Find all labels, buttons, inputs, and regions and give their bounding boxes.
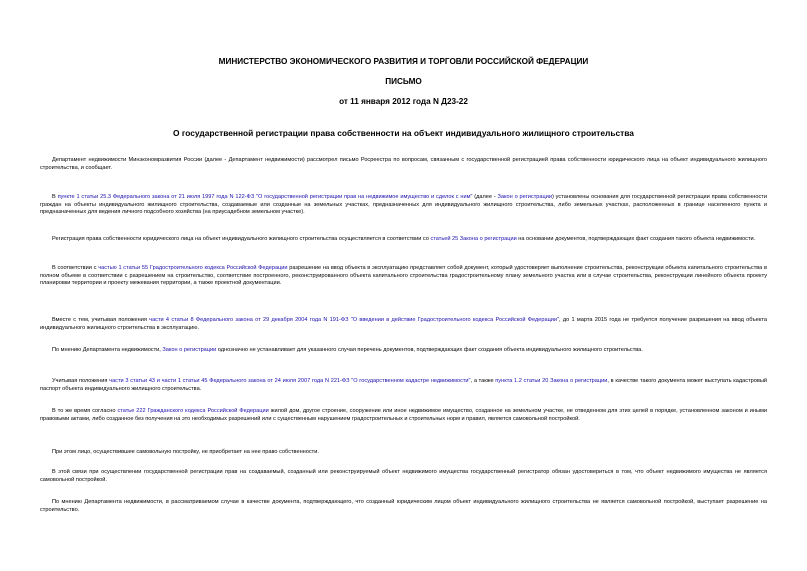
paragraph-3 <box>40 236 767 244</box>
text: , а также <box>470 378 496 384</box>
law-122-fz-link[interactable]: пункте 1 статьи 25.3 Федерального закона от 21 июля 1997 года N 122-ФЗ "О государственной регистрации прав на недвижимое имущество и сделок с ним" <box>57 194 473 200</box>
paragraph-1: Департамент недвижимости Минэкономразвития России (далее - Департамент недвижимости) рассмотрел письмо Росреестра по вопросам, связанным с государственной регистрацией права собственности юридического лица на объект индивидуального жилищного строительства, и сообщает. <box>40 157 767 171</box>
paragraph-8 <box>40 408 767 423</box>
text: В то же время согласно <box>52 408 118 414</box>
text: разрешение на ввод объекта в эксплуатацию представляет собой документ, который удостоверяет выполнение строительства, реконструкции объекта капитального строительства в полном объеме в соответствии с разрешением на строительство, соответствие построенного, реконструированного объекта капитального строительства градостроительному плану земельного участка или в случае строительства, реконструкции линейного объекта проекту планировки территории и проекту межевания территории, а также проектной документации. <box>40 265 768 287</box>
civil-code-article-222-link[interactable]: статье 222 Гражданского кодекса Российской Федерации <box>117 408 269 414</box>
urban-code-article-55-link[interactable]: частью 1 статьи 55 Градостроительного кодекса Российской Федерации <box>98 265 288 271</box>
article-20-link[interactable]: пункта 1.2 статьи 20 Закона о регистрации <box>495 378 608 384</box>
law-191-fz-link[interactable]: части 4 статьи 8 Федерального закона от 29 декабря 2004 года N 191-ФЗ "О введении в действие Градостроительного кодекса Российской Федерации" <box>149 317 560 323</box>
paragraph-5 <box>40 317 767 332</box>
document-date-number: от 11 января 2012 года N Д23-22 <box>339 97 468 106</box>
text: на основании документов, подтверждающих факт создания такого объекта недвижимости. <box>516 236 756 242</box>
paragraph-10: В этой связи при осуществлении государственной регистрации прав на создаваемый, созданный или реконструируемый объект недвижимого имущества государственный регистратор обязан удостовериться в том, что объект недвижимого имущества не является самовольной постройкой. <box>40 469 767 483</box>
registration-law-link[interactable]: Закон о регистрации <box>497 194 552 200</box>
document-type: ПИСЬМО <box>385 77 422 86</box>
paragraph-9: При этом лицо, осуществившее самовольную постройку, не приобретает на нее право собственности. <box>52 449 319 455</box>
paragraph-11: По мнению Департамента недвижимости, в рассматриваемом случае в качестве документа, подтверждающего, что созданный юридическим лицом объект индивидуального жилищного строительства не является самовольной постройкой, выступает разрешение на строительство. <box>40 499 767 513</box>
text: В соответствии с <box>52 265 99 271</box>
article-25-link[interactable]: статьей 25 Закона о регистрации <box>430 236 517 242</box>
text: , в качестве такого документа может выступать кадастровый паспорт объекта индивидуального жилищного строительства. <box>40 378 767 392</box>
paragraph-6 <box>40 347 767 355</box>
paragraph-4 <box>40 265 767 288</box>
text: Вместе с тем, учитывая положения <box>52 317 150 323</box>
paragraph-7 <box>40 378 767 393</box>
document-subject: О государственной регистрации права собственности на объект индивидуального жилищного строительства <box>173 128 634 138</box>
text: В <box>52 194 58 200</box>
text: ) установлены основания для государственной регистрации права собственности граждан на объекты индивидуального жилищного строительства, создаваемые или созданные на земельных участках, предназначенных для индивидуального жилищного строительства, либо земельных участках, расположенных в границе населенного пункта и предназначенных для ведения личного подсобного хозяйства (на приусадебном земельном участке). <box>40 194 767 216</box>
text: жилой дом, другое строение, сооружение или иное недвижимое имущество, созданное на земельном участке, не отведенном для этих целей в порядке, установленном законом и иными правовыми актами, либо созданное без получения на это необходимых разрешений или с существенным нарушением градостроительных и строительных норм и правил, является самовольной постройкой. <box>40 408 767 422</box>
text: Учитывая положения <box>52 378 110 384</box>
text: , до 1 марта 2015 года не требуется получение разрешения на ввод объекта индивидуального жилищного строительства в эксплуатацию. <box>40 317 767 331</box>
text: (далее - <box>472 194 498 200</box>
text: однозначно не устанавливает для указанного случая перечень документов, подтверждающих факт создания объекта индивидуального жилищного строительства. <box>216 347 643 353</box>
paragraph-2 <box>40 194 767 217</box>
registration-law-link[interactable]: Закон о регистрации <box>162 347 217 353</box>
law-221-fz-link[interactable]: части 3 статьи 43 и части 1 статьи 45 Федерального закона от 24 июля 2007 года N 221-ФЗ "О государственном кадастре недвижимости" <box>109 378 471 384</box>
text: Регистрация права собственности юридического лица на объект индивидуального жилищного строительства осуществляется в соответствии со <box>52 236 431 242</box>
text: По мнению Департамента недвижимости, <box>52 347 163 353</box>
ministry-heading: МИНИСТЕРСТВО ЭКОНОМИЧЕСКОГО РАЗВИТИЯ И ТОРГОВЛИ РОССИЙСКОЙ ФЕДЕРАЦИИ <box>218 57 589 66</box>
